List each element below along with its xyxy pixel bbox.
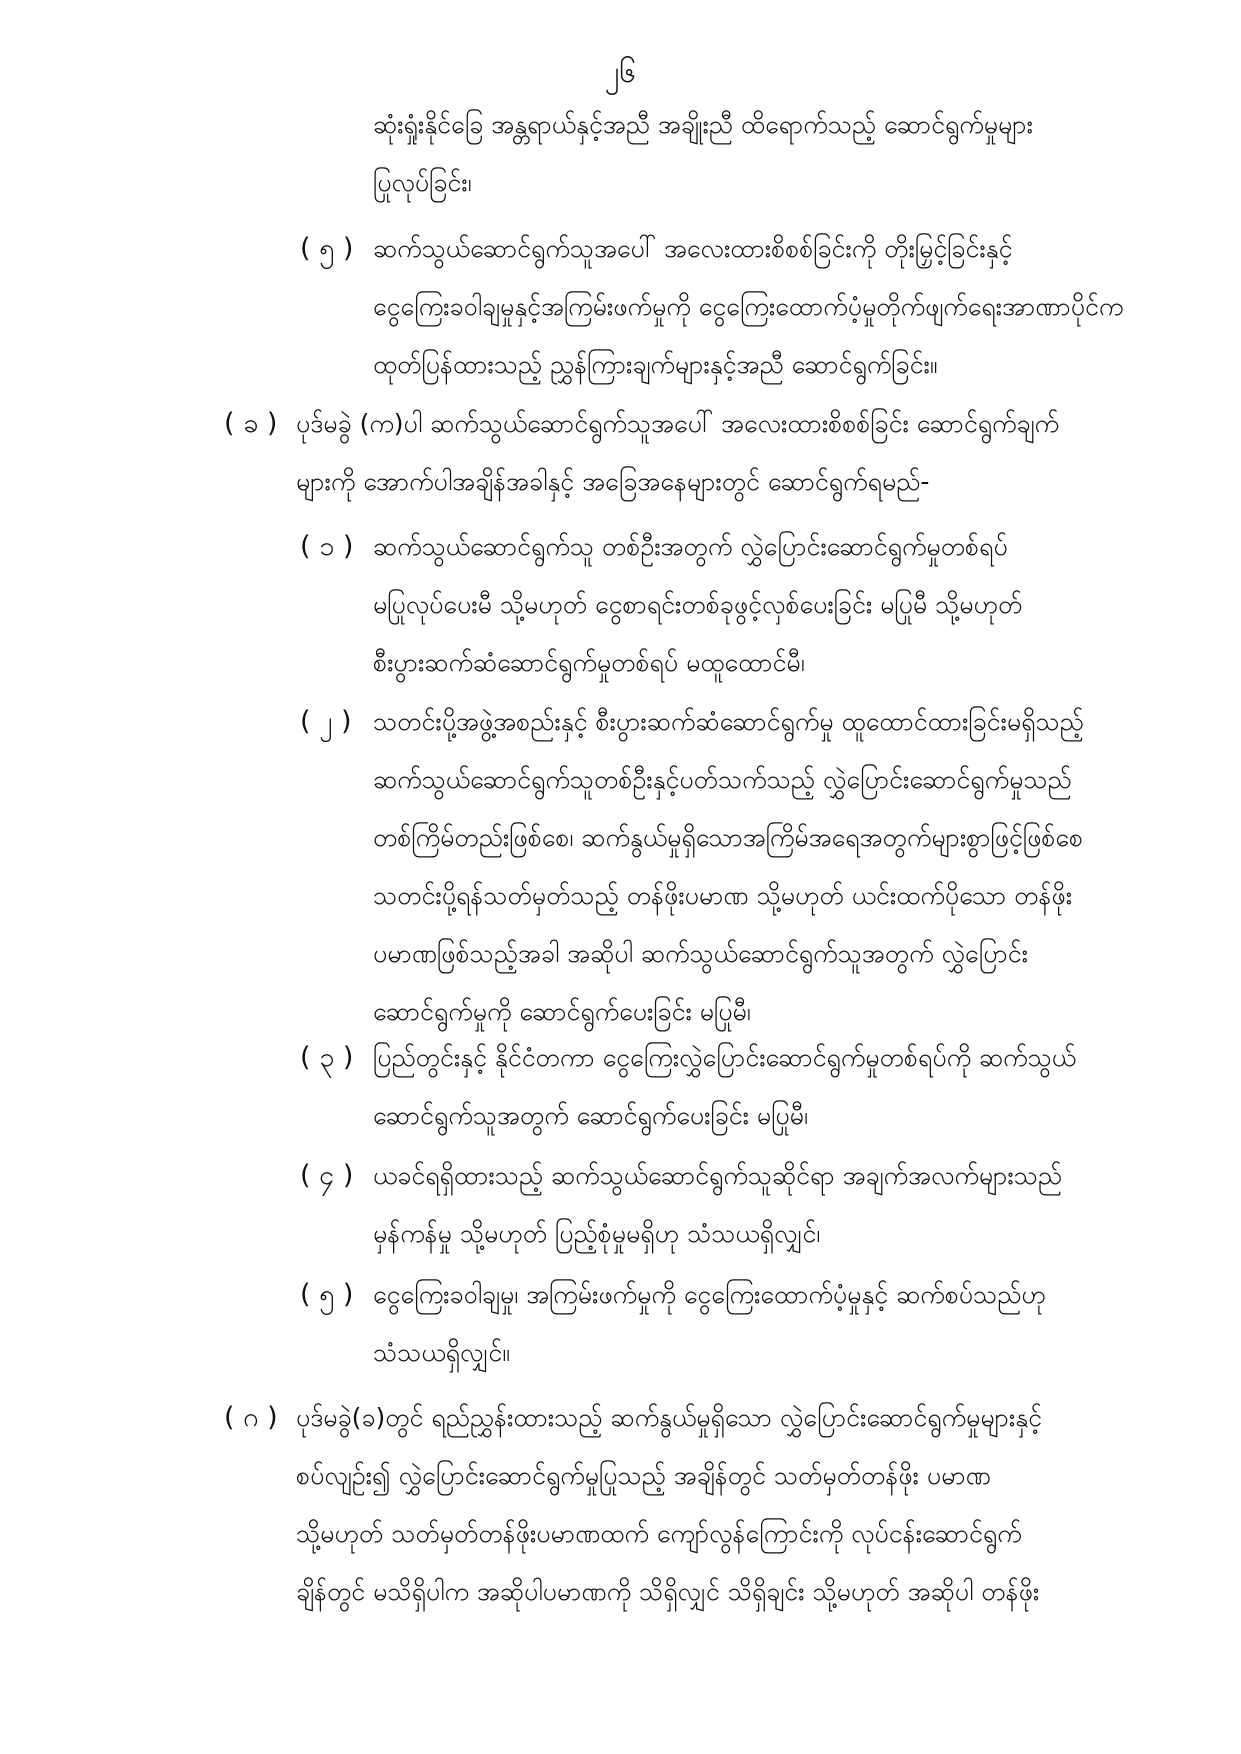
clause-label: ( ၂ ) [300,706,352,737]
clause-line: သို့မဟုတ် သတ်မှတ်တန်ဖိုးပမာဏထက် ကျော်လွန်ကြောင်းကို လုပ်ငန်းဆောင်ရွက် [296,1519,1022,1548]
clause-label: ( ၁ ) [300,531,354,562]
clause-line: ဆက်သွယ်ဆောင်ရွက်သူတစ်ဦးနှင့်ပတ်သက်သည့် လွှဲပြောင်းဆောင်ရွက်မှုသည် [373,765,1072,794]
clause-label: ( ဂ ) [224,1402,278,1433]
clause-line: ဆောင်ရွက်သူအတွက် ဆောင်ရွက်ပေးခြင်း မပြုမီ၊ [373,1101,808,1130]
clause-label: ( ၃ ) [300,1042,354,1073]
clause-line: မှန်ကန်မှု သို့မဟုတ် ပြည့်စုံမှုမရှိဟု သံသယရှိလျှင်၊ [373,1219,821,1248]
clause-line: မပြုလုပ်ပေးမီ သို့မဟုတ် ငွေစာရင်းတစ်ခုဖွင့်လှစ်ပေးခြင်း မပြုမီ သို့မဟုတ် [373,590,1023,619]
clause-line: ချိန်တွင် မသိရှိပါက အဆိုပါပမာဏကို သိရှိလျှင် သိရှိချင်း သို့မဟုတ် အဆိုပါ တန်ဖိုး [296,1577,1040,1606]
clause-line: ငွေကြေးခဝါချမှု၊ အကြမ်းဖက်မှုကို ငွေကြေးထောက်ပံ့မှုနှင့် ဆက်စပ်သည်ဟု [373,1280,1046,1309]
clause-line: ဆက်သွယ်ဆောင်ရွက်သူ တစ်ဦးအတွက် လွှဲပြောင်းဆောင်ရွက်မှုတစ်ရပ် [373,532,1008,561]
paragraph-line: ပြုလုပ်ခြင်း၊ [373,168,472,197]
clause-line: ပုဒ်မခွဲ (က)ပါ ဆက်သွယ်ဆောင်ရွက်သူအပေါ် အလေးထားစိစစ်ခြင်း ဆောင်ရွက်ချက် [296,409,1059,438]
clause-label: ( ၄ ) [300,1160,354,1191]
clause-line: သတင်းပို့အဖွဲ့အစည်းနှင့် စီးပွားဆက်ဆံဆောင်ရွက်မှု ထူထောင်ထားခြင်းမရှိသည့် [373,707,1084,736]
clause-line: ဆက်သွယ်ဆောင်ရွက်သူအပေါ် အလေးထားစိစစ်ခြင်းကို တိုးမြှင့်ခြင်းနှင့် [373,234,1013,263]
clause-line: ယခင်ရရှိထားသည့် ဆက်သွယ်ဆောင်ရွက်သူဆိုင်ရာ အချက်အလက်များသည် [373,1161,1063,1190]
clause-line: စပ်လျဉ်း၍ လွှဲပြောင်းဆောင်ရွက်မှုပြုသည့် အချိန်တွင် သတ်မှတ်တန်ဖိုး ပမာဏ [296,1461,991,1490]
clause-line: စီးပွားဆက်ဆံဆောင်ရွက်မှုတစ်ရပ် မထူထောင်မီ၊ [373,648,805,677]
clause-line: ပုဒ်မခွဲ(ခ)တွင် ရည်ညွှန်းထားသည့် ဆက်နွယ်မှုရှိသော လွှဲပြောင်းဆောင်ရွက်မှုများနှင့် [296,1403,1042,1432]
clause-line: ငွေကြေးခဝါချမှုနှင့်အကြမ်းဖက်မှုကို ငွေကြေးထောက်ပံ့မှုတိုက်ဖျက်ရေးအာဏာပိုင်က [373,292,1124,321]
clause-line: ပမာဏဖြစ်သည့်အခါ အဆိုပါ ဆက်သွယ်ဆောင်ရွက်သူအတွက် လွှဲပြောင်း [373,939,1028,968]
page-number: ၂၆ [604,55,637,90]
clause-label: ( ၅ ) [300,233,354,264]
clause-line: များကို အောက်ပါအချိန်အခါနှင့် အခြေအနေများတွင် ဆောင်ရွက်ရမည်- [296,467,930,496]
clause-line: သတင်းပို့ရန်သတ်မှတ်သည့် တန်ဖိုးပမာဏ သို့မဟုတ် ယင်းထက်ပိုသော တန်ဖိုး [373,881,1073,910]
clause-line: ထုတ်ပြန်ထားသည့် ညွှန်ကြားချက်များနှင့်အညီ ဆောင်ရွက်ခြင်း။ [373,350,938,379]
paragraph-line: ဆုံးရှုံးနိုင်ခြေ အန္တရာယ်နှင့်အညီ အချိုးညီ ထိရောက်သည့် ဆောင်ရွက်မှုများ [373,110,1033,139]
clause-label: ( ခ ) [224,408,278,439]
clause-line: ဆောင်ရွက်မှုကို ဆောင်ရွက်ပေးခြင်း မပြုမီ၊ [373,997,751,1026]
clause-line: သံသယရှိလျှင်။ [373,1338,510,1367]
clause-line: ပြည်တွင်းနှင့် နိုင်ငံတကာ ငွေကြေးလွှဲပြောင်းဆောင်ရွက်မှုတစ်ရပ်ကို ဆက်သွယ် [373,1043,1077,1072]
clause-label: ( ၅ ) [300,1279,354,1310]
clause-line: တစ်ကြိမ်တည်းဖြစ်စေ၊ ဆက်နွယ်မှုရှိသောအကြိမ်အရေအတွက်များစွာဖြင့်ဖြစ်စေ [373,823,1084,852]
